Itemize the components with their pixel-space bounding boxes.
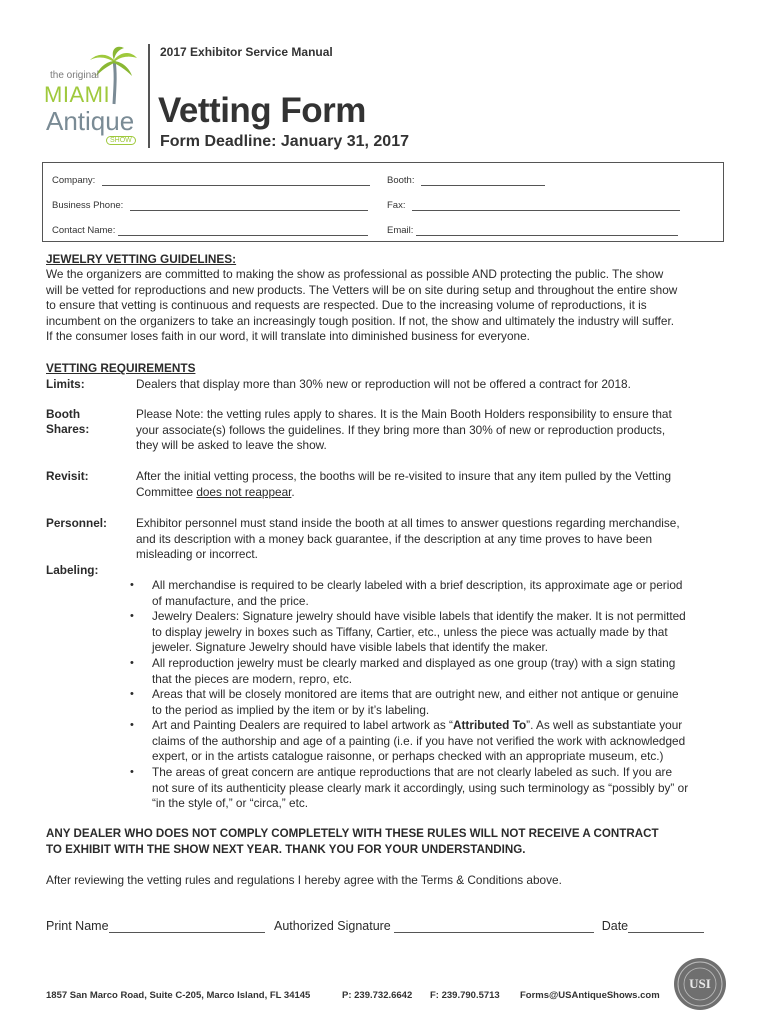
booth-shares-line: Please Note: the vetting rules apply to shares. It is the Main Booth Holders responsibility to ensure that	[136, 407, 672, 421]
bullet-marker: •	[130, 688, 134, 700]
personnel-text	[136, 516, 746, 563]
bullet-line: Areas that will be closely monitored are items that are outright new, and either not antique or genuine	[152, 687, 679, 701]
revisit-line	[136, 485, 746, 501]
contact-name-label: Contact Name:	[52, 225, 116, 236]
bullet-line: claims of the authorship and age of a painting (i.e. if you have not verified the work with acknowledged	[152, 733, 686, 748]
guidelines-heading: JEWELRY VETTING GUIDELINES:	[46, 252, 237, 266]
authorized-signature-label: Authorized Signature	[274, 919, 391, 933]
bullet-line: of manufacture, and the price.	[152, 593, 309, 608]
logo-antique: Antique	[46, 106, 135, 136]
company-label: Company:	[52, 175, 96, 186]
bullet-line: not sure of its authenticity please clearly mark it accordingly, using such terminology as “possibly by” or	[152, 780, 689, 795]
revisit-label: Revisit:	[46, 469, 89, 483]
fax-input-line[interactable]	[412, 200, 680, 211]
personnel-line: and its description with a money back guarantee, if the description at any time proves to have been	[136, 531, 653, 546]
bullet-line: to the period as implied by the item or by it’s labeling.	[152, 702, 430, 717]
booth-input-line[interactable]	[421, 175, 545, 186]
booth-label-2: Shares:	[46, 422, 90, 436]
company-field[interactable]	[52, 175, 370, 186]
personnel-line: Exhibitor personnel must stand inside the booth at all times to answer questions regarding merchandise,	[136, 516, 680, 530]
guidelines-paragraph	[46, 267, 746, 345]
us-antique-shows-seal-icon	[674, 958, 726, 1010]
seal-monogram: USI	[689, 976, 711, 991]
footer-fax: F: 239.790.5713	[430, 990, 500, 1001]
signature-input-line[interactable]	[394, 920, 594, 933]
bullet-line: “in the style of,” or “circa,” etc.	[152, 796, 309, 810]
guidelines-line: to ensure that vetting is continuous and requests are respected. Due to the increasing volume of reproductions, it is	[46, 298, 647, 312]
contact-name-input-line[interactable]	[118, 225, 368, 236]
booth-field[interactable]	[387, 175, 545, 186]
bullet-marker: •	[130, 610, 134, 622]
bullet-line: Jewelry Dealers: Signature jewelry should have visible labels that identify the maker. It is not permitted	[152, 609, 686, 623]
booth-label: Booth:	[387, 175, 415, 186]
contact-name-field[interactable]	[52, 225, 368, 236]
logo-show: SHOW	[106, 136, 136, 145]
email-label: Email:	[387, 225, 414, 236]
bullet-line: expert, or in the artists catalogue raisonne, or perhaps checked with an appropriate museum, etc.)	[152, 749, 664, 763]
guidelines-line: incumbent on the organizers to take an increasingly tough position. If not, the show and ultimately the industry will suffer.	[46, 313, 674, 328]
bullet-line: to display jewelry in boxes such as Tiffany, Cartier, etc., unless the piece was actually made by that	[152, 624, 668, 639]
revisit-text	[136, 469, 746, 500]
compliance-warning	[46, 826, 756, 858]
email-input-line[interactable]	[416, 225, 678, 236]
date-input-line[interactable]	[628, 920, 704, 933]
bullet-marker: •	[130, 657, 134, 669]
business-phone-label: Business Phone:	[52, 200, 124, 211]
signature-row	[46, 919, 704, 933]
booth-shares-line: they will be asked to leave the show.	[136, 438, 327, 452]
date-label: Date	[601, 919, 629, 933]
bullet-text: Art and Painting Dealers are required to label artwork as “	[152, 718, 453, 732]
booth-shares-line: your associate(s) follows the guidelines. If they bring more than 30% of new or reproduction products,	[136, 422, 666, 437]
revisit-underlined: does not reappear	[196, 484, 292, 499]
email-field[interactable]	[387, 225, 678, 236]
form-deadline: Form Deadline: January 31, 2017	[160, 133, 409, 150]
page-title: Vetting Form	[158, 91, 366, 130]
personnel-line: misleading or incorrect.	[136, 547, 258, 561]
logo-tagline: the original	[50, 70, 99, 81]
header-divider	[148, 44, 150, 148]
revisit-prefix: Committee	[136, 484, 197, 499]
guidelines-line: We the organizers are committed to making the show as professional as possible AND protecting the public. The show	[46, 267, 664, 281]
business-phone-input-line[interactable]	[130, 200, 368, 211]
footer-address: 1857 San Marco Road, Suite C-205, Marco Island, FL 34145	[46, 990, 311, 1001]
booth-label-1: Booth	[46, 407, 81, 421]
bullet-line	[152, 718, 732, 734]
booth-shares-text	[136, 407, 746, 454]
labeling-label: Labeling:	[46, 563, 99, 577]
company-input-line[interactable]	[102, 175, 370, 186]
business-phone-field[interactable]	[52, 200, 368, 211]
agreement-text: After reviewing the vetting rules and regulations I hereby agree with the Terms & Conditions above.	[46, 873, 562, 887]
revisit-line: After the initial vetting process, the booths will be re-visited to insure that any item pulled by the Vetting	[136, 469, 672, 483]
footer-phone: P: 239.732.6642	[342, 990, 413, 1001]
logo-miami: MIAMI	[44, 82, 111, 107]
bullet-marker: •	[130, 766, 134, 778]
bullet-line: that the pieces are modern, repro, etc.	[152, 671, 352, 686]
bullet-item	[152, 687, 732, 718]
bullet-line: The areas of great concern are antique reproductions that are not clearly labeled as such. If you are	[152, 765, 673, 779]
requirements-heading: VETTING REQUIREMENTS	[46, 361, 196, 375]
bullet-marker: •	[130, 719, 134, 731]
bullet-text: ”. As well as substantiate your	[526, 718, 683, 732]
manual-title: 2017 Exhibitor Service Manual	[160, 45, 333, 59]
personnel-label: Personnel:	[46, 516, 107, 530]
bullet-line: All merchandise is required to be clearly labeled with a brief description, its approximate age or period	[152, 578, 683, 592]
bullet-line: jeweler. Signature Jewelry should have visible labels that identify the maker.	[152, 640, 549, 654]
fax-label: Fax:	[387, 200, 406, 211]
print-name-label: Print Name	[46, 919, 109, 933]
footer-email[interactable]: Forms@USAntiqueShows.com	[520, 990, 660, 1001]
bullet-marker: •	[130, 579, 134, 591]
guidelines-line: If the consumer loses faith in our word, it will translate into diminished business for everyone.	[46, 329, 530, 343]
fax-field[interactable]	[387, 200, 680, 211]
limits-label: Limits:	[46, 377, 85, 391]
limits-text: Dealers that display more than 30% new or reproduction will not be offered a contract for 2018.	[136, 377, 631, 391]
bullet-line: All reproduction jewelry must be clearly marked and displayed as one group (tray) with a sign stating	[152, 656, 676, 670]
warning-line: TO EXHIBIT WITH THE SHOW NEXT YEAR. THANK YOU FOR YOUR UNDERSTANDING.	[46, 843, 526, 856]
miami-antique-show-logo	[40, 42, 140, 152]
bullet-item	[152, 609, 732, 656]
revisit-suffix: .	[291, 484, 295, 499]
bullet-item	[152, 718, 732, 765]
labeling-bullets	[0, 578, 770, 813]
print-name-input-line[interactable]	[109, 920, 265, 933]
bullet-item	[152, 656, 732, 687]
warning-line: ANY DEALER WHO DOES NOT COMPLY COMPLETELY WITH THESE RULES WILL NOT RECEIVE A CONTRACT	[46, 827, 659, 840]
bullet-bold-text: Attributed To	[452, 718, 527, 732]
bullet-item	[152, 765, 732, 812]
bullet-item	[152, 578, 732, 609]
guidelines-line: will be vetted for reproductions and new products. The Vetters will be on site during setup and throughout the entire show	[46, 282, 678, 297]
